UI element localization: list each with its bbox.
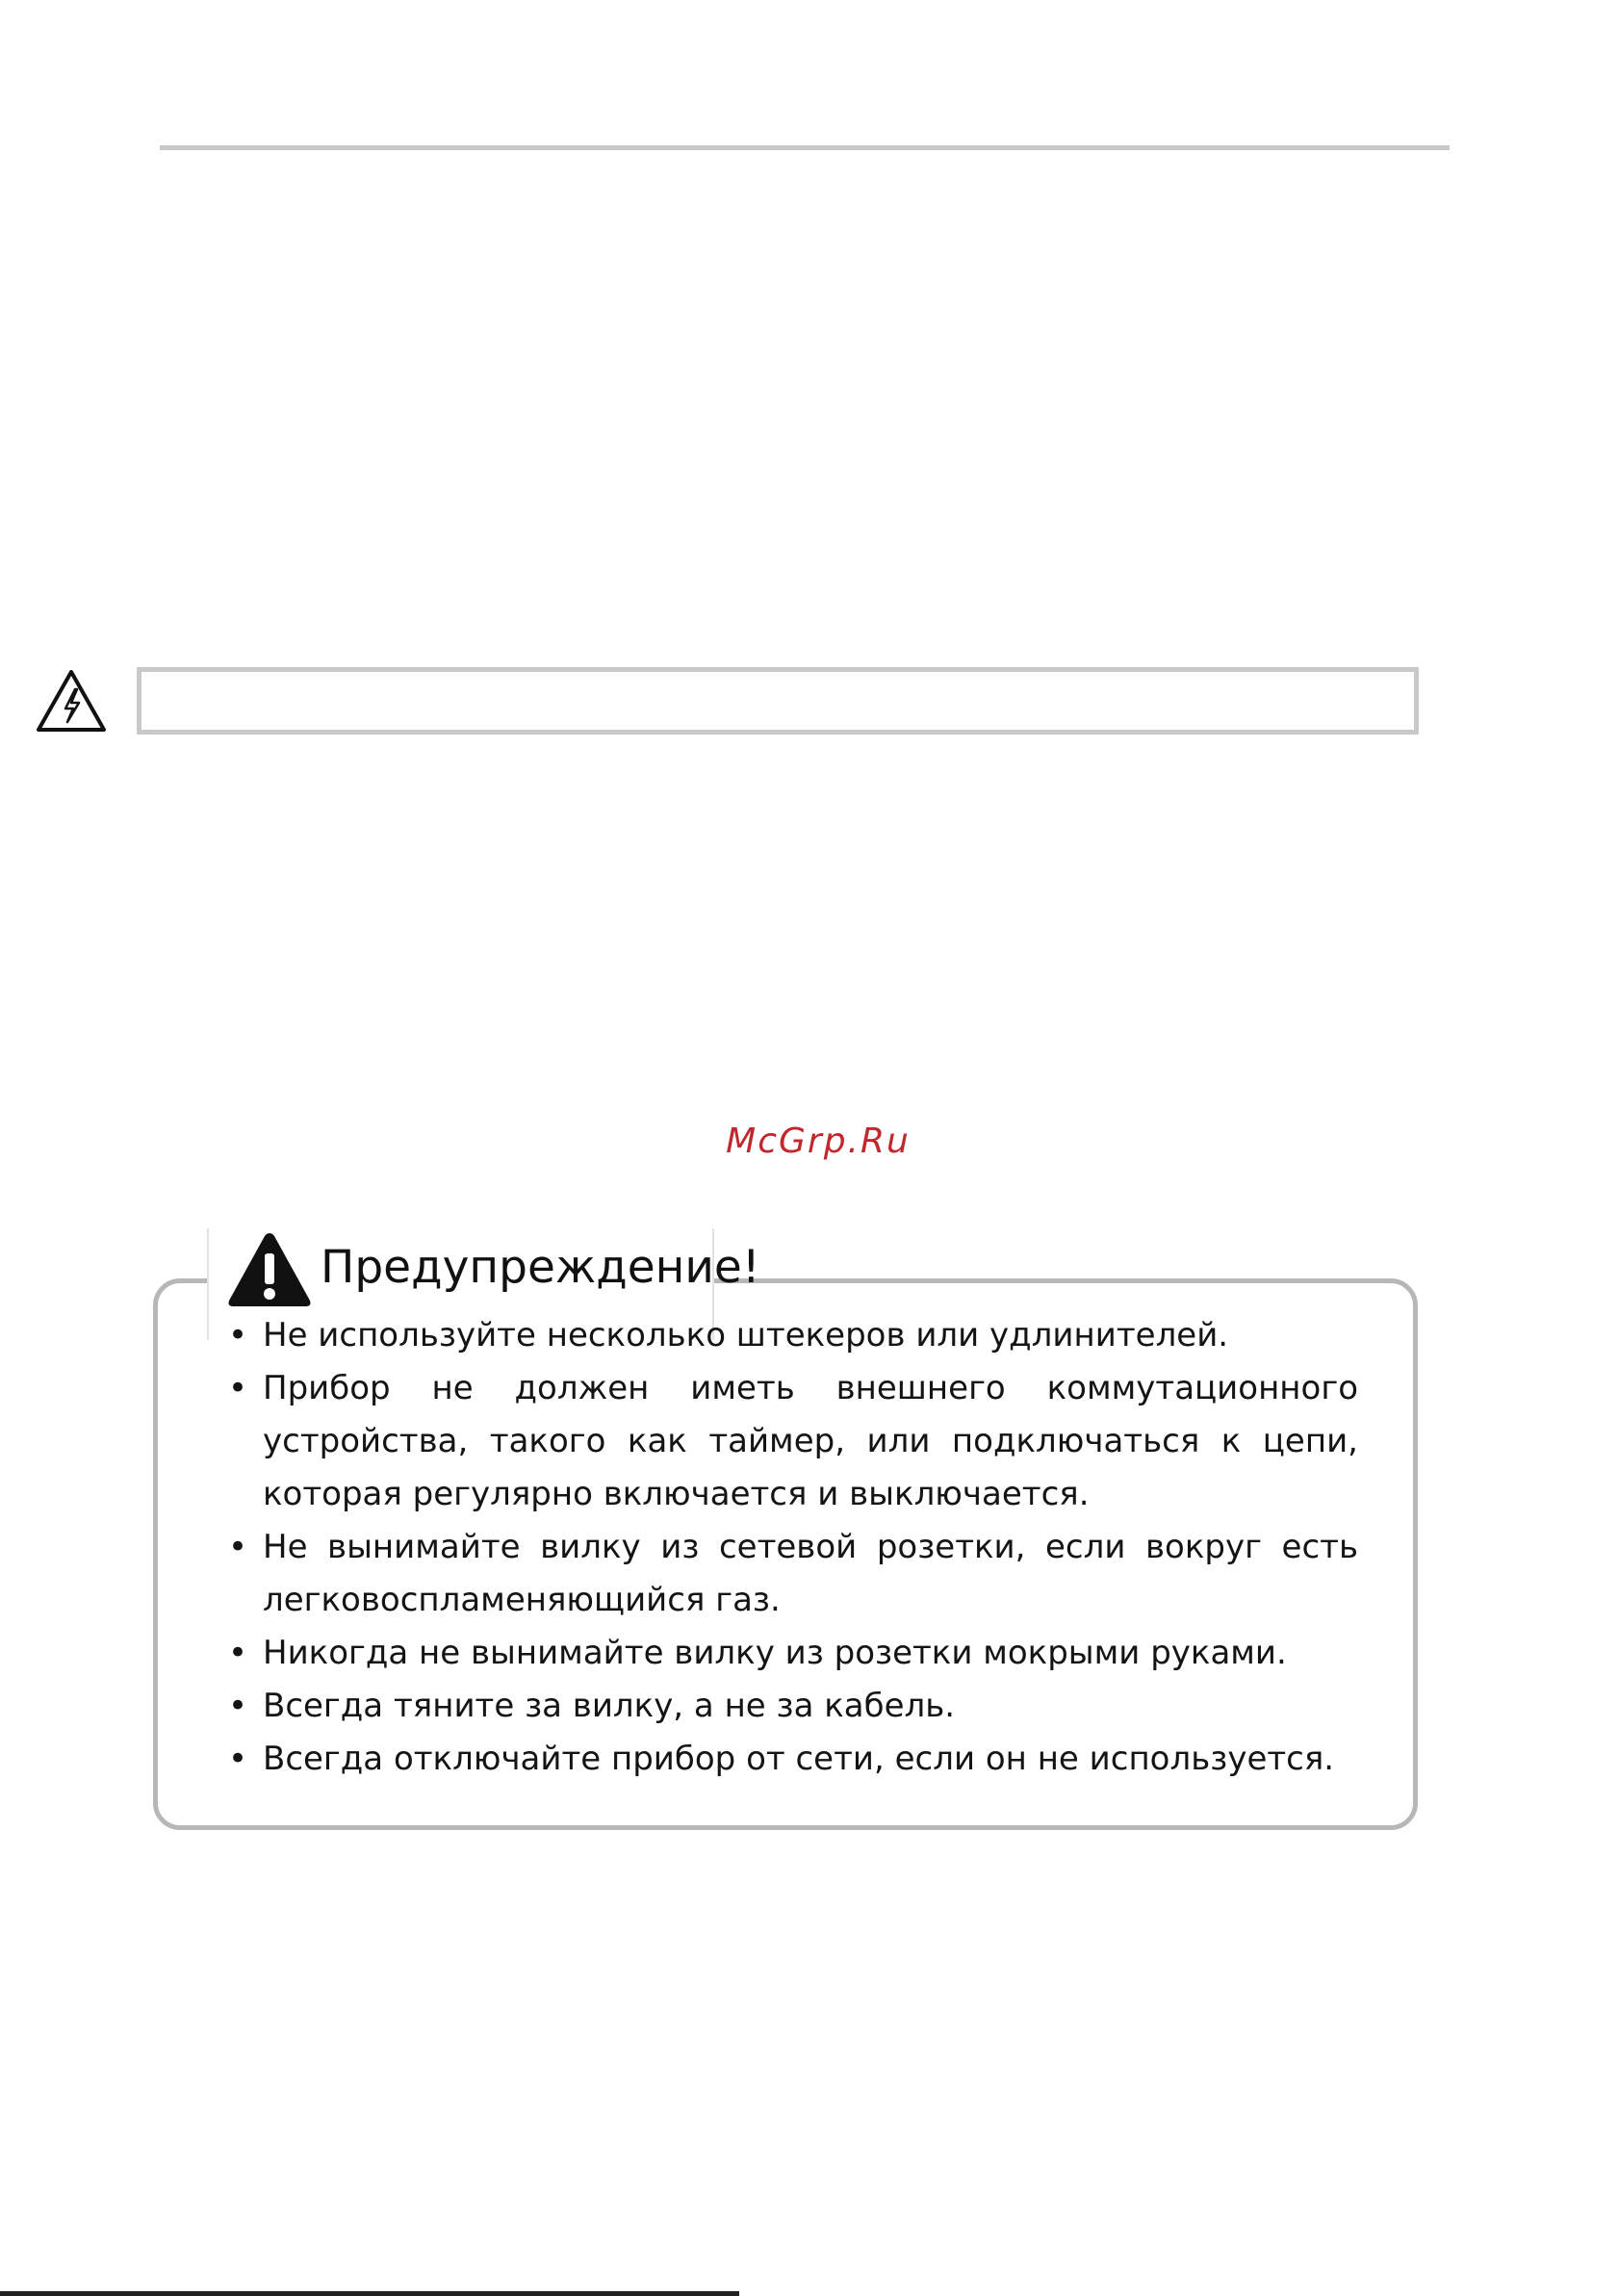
list-item [224,1733,1358,1786]
bullet-icon: • [228,1687,248,1725]
list-item-text: Прибор не должен иметь внешнего коммутационного устройства, такого как таймер, или подключаться к цепи, которая регулярно включается и выключается. [263,1369,1358,1513]
bullet-icon: • [228,1369,248,1407]
bottom-divider [0,2291,739,2296]
list-item-text: Никогда не вынимайте вилку из розетки мокрыми руками. [263,1634,1287,1672]
top-divider [160,145,1450,150]
list-item-text: Всегда отключайте прибор от сети, если он не используется. [263,1740,1335,1778]
list-item [224,1362,1358,1521]
high-voltage-warning-icon [35,668,108,734]
empty-notice-frame [137,667,1419,735]
exclamation-triangle-icon [226,1230,313,1309]
list-item [224,1627,1358,1680]
list-item-text: Всегда тяните за вилку, а не за кабель. [263,1687,956,1725]
warning-list [224,1309,1358,1786]
list-item [224,1309,1358,1362]
list-item [224,1680,1358,1733]
list-item [224,1521,1358,1627]
bullet-icon: • [228,1634,248,1672]
bullet-icon: • [228,1740,248,1778]
bullet-icon: • [228,1528,248,1566]
warning-title: Предупреждение! [321,1241,760,1294]
watermark: McGrp.Ru [726,1122,911,1161]
list-item-text: Не используйте несколько штекеров или удлинителей. [263,1316,1229,1354]
bullet-icon: • [228,1316,248,1354]
list-item-text: Не вынимайте вилку из сетевой розетки, если вокруг есть легковоспламеняющийся газ. [263,1528,1358,1619]
